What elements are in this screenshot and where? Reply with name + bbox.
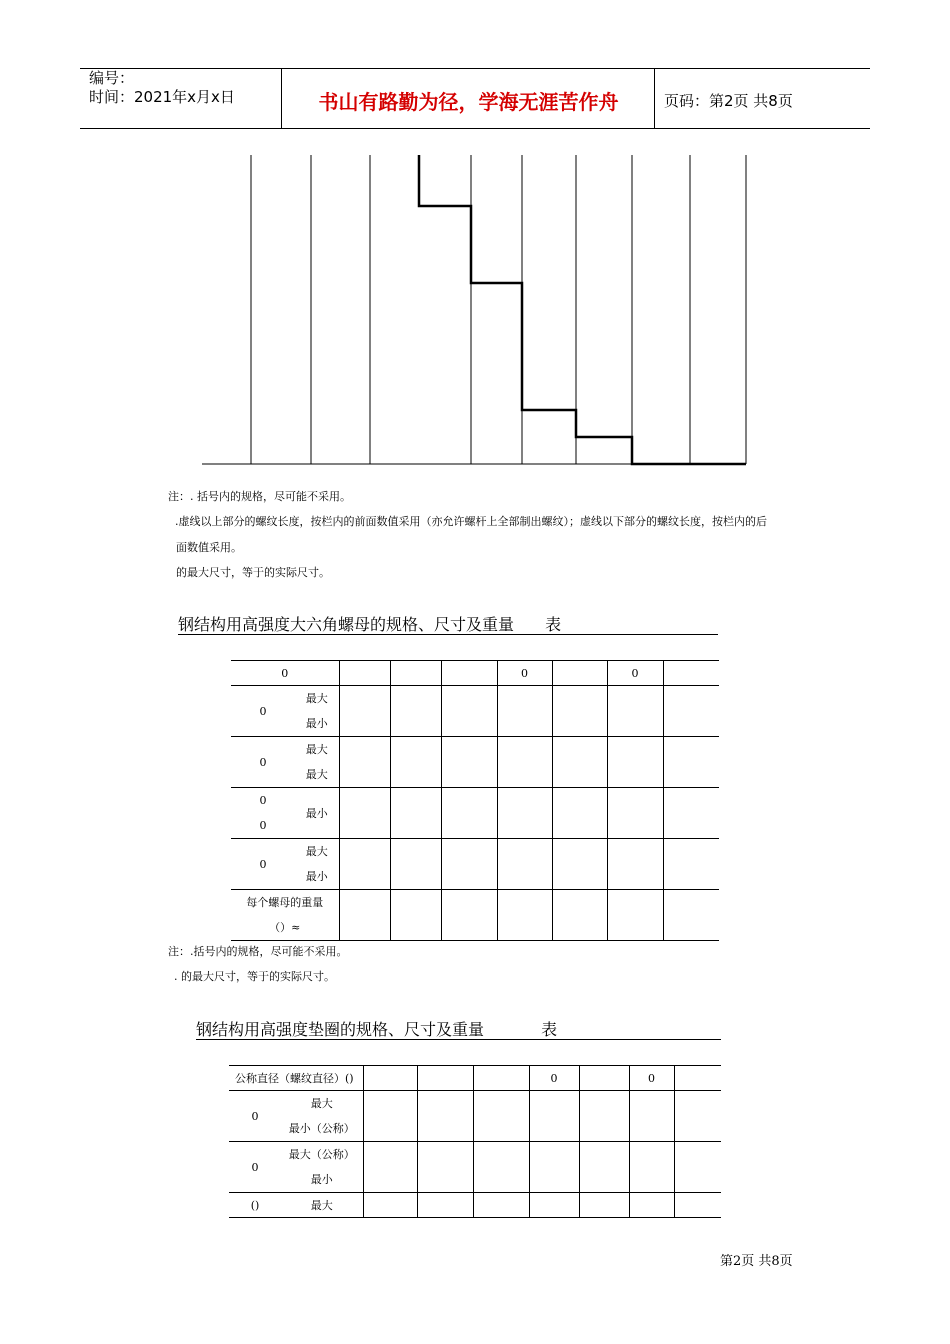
table-row	[229, 1142, 721, 1193]
table-cell	[390, 839, 441, 890]
table-cell	[363, 1066, 417, 1091]
table-cell	[663, 661, 719, 686]
table-cell	[497, 839, 552, 890]
table-cell	[339, 788, 390, 839]
table-cell	[473, 1193, 529, 1218]
table-cell	[339, 737, 390, 788]
row-label: 0	[231, 839, 295, 890]
diagram-column-lines	[202, 155, 746, 464]
row-label: 0 0	[231, 788, 295, 839]
table-cell	[629, 1091, 674, 1142]
table-cell	[663, 890, 719, 941]
row-label: ()	[229, 1193, 281, 1218]
table-cell	[579, 1066, 629, 1091]
table-cell: 0	[629, 1066, 674, 1091]
table-row	[231, 839, 719, 890]
table-cell	[529, 1193, 579, 1218]
table-cell: 0	[607, 661, 663, 686]
time-label: 时间：2021年x月x日	[89, 88, 235, 106]
header-motto: 书山有路勤为径，学海无涯苦作舟	[318, 90, 619, 114]
table-cell	[579, 1142, 629, 1193]
table1-title-rule	[178, 634, 718, 635]
table-cell	[629, 1193, 674, 1218]
table-cell	[390, 686, 441, 737]
table-cell	[529, 1142, 579, 1193]
table1-title-suffix: 表	[545, 615, 562, 634]
row-sub-labels: 最大 最小	[295, 839, 339, 890]
table-header-row	[231, 661, 719, 686]
row-label: 0	[231, 686, 295, 737]
table-cell	[390, 661, 441, 686]
table-cell	[552, 686, 607, 737]
table-cell	[417, 1066, 473, 1091]
table-cell	[417, 1091, 473, 1142]
table-cell	[607, 839, 663, 890]
table-cell	[552, 737, 607, 788]
table-cell	[607, 686, 663, 737]
table-cell	[339, 839, 390, 890]
table-cell	[339, 661, 390, 686]
table-cell	[579, 1193, 629, 1218]
table-cell	[607, 890, 663, 941]
table-cell	[390, 890, 441, 941]
table-cell: 0	[231, 661, 339, 686]
table-cell	[497, 737, 552, 788]
table-cell	[552, 839, 607, 890]
weight-row-label: 每个螺母的重量 （）≈	[231, 890, 339, 941]
row-sub-labels: 最大	[281, 1193, 363, 1218]
table2-title-rule	[196, 1039, 721, 1040]
table-cell	[497, 686, 552, 737]
table-cell	[417, 1193, 473, 1218]
table-cell	[629, 1142, 674, 1193]
row-label: 0	[229, 1091, 281, 1142]
table-cell	[552, 788, 607, 839]
row-sub-labels: 最大 最大	[295, 737, 339, 788]
table-cell	[497, 890, 552, 941]
table2-title	[196, 1017, 557, 1040]
table-cell	[497, 788, 552, 839]
table-cell	[441, 737, 497, 788]
note-line: . 的最大尺寸，等于的实际尺寸。	[174, 970, 335, 983]
row-sub-labels: 最大 最小（公称）	[281, 1091, 363, 1142]
thread-length-diagram	[0, 0, 950, 480]
note-line: 注：. 括号内的规格，尽可能不采用。	[168, 490, 351, 503]
table1-title-text: 钢结构用高强度大六角螺母的规格、尺寸及重量	[178, 615, 515, 634]
table-cell	[390, 788, 441, 839]
table-cell	[674, 1091, 721, 1142]
row-sub-labels: 最大（公称） 最小	[281, 1142, 363, 1193]
table1-title	[178, 612, 561, 635]
table-cell	[441, 686, 497, 737]
table-cell	[441, 890, 497, 941]
table-cell	[529, 1091, 579, 1142]
table-cell	[390, 737, 441, 788]
table-cell	[552, 890, 607, 941]
header-page-number: 页码：第2页 共8页	[664, 92, 793, 110]
footer-page-number: 第2页 共8页	[720, 1254, 793, 1269]
table-cell	[663, 686, 719, 737]
table-cell	[663, 737, 719, 788]
row-label: 0	[231, 737, 295, 788]
note-line: 注：.括号内的规格，尽可能不采用。	[168, 945, 348, 958]
table-cell	[441, 661, 497, 686]
serial-label: 编号：	[89, 69, 135, 87]
table-cell	[663, 839, 719, 890]
table-cell	[473, 1142, 529, 1193]
note-line: 面数值采用。	[176, 541, 242, 554]
washer-spec-table	[229, 1065, 721, 1218]
table-cell	[441, 788, 497, 839]
table-cell	[417, 1142, 473, 1193]
row-label: 0	[229, 1142, 281, 1193]
note-line: .虚线以上部分的螺纹长度，按栏内的前面数值采用（亦允许螺杆上全部制出螺纹）；虚线以下部分的螺纹长度，按栏内的后	[175, 515, 767, 528]
table-row	[231, 737, 719, 788]
table-cell	[663, 788, 719, 839]
table-cell	[473, 1091, 529, 1142]
table2-title-text: 钢结构用高强度垫圈的规格、尺寸及重量	[196, 1020, 485, 1039]
table-header-row	[229, 1066, 721, 1091]
header-label-cell: 公称直径（螺纹直径）()	[229, 1066, 363, 1091]
table-cell	[674, 1066, 721, 1091]
table-cell	[363, 1142, 417, 1193]
table-row	[231, 686, 719, 737]
table2-title-suffix: 表	[541, 1020, 558, 1039]
table-cell	[441, 839, 497, 890]
table-cell	[674, 1142, 721, 1193]
diagram-step-line	[419, 155, 746, 464]
table-cell	[607, 788, 663, 839]
table-cell	[607, 737, 663, 788]
table-cell	[579, 1091, 629, 1142]
table-cell	[473, 1066, 529, 1091]
table-cell	[552, 661, 607, 686]
nut-spec-table	[231, 660, 719, 686]
weight-row	[231, 890, 719, 941]
table-cell: 0	[529, 1066, 579, 1091]
table-cell	[339, 890, 390, 941]
row-sub-labels: 最小	[295, 788, 339, 839]
table-row	[229, 1091, 721, 1142]
note-line: 的最大尺寸，等于的实际尺寸。	[176, 566, 330, 579]
table-cell	[339, 686, 390, 737]
nut-spec-table-body	[231, 685, 719, 941]
table-row	[231, 788, 719, 839]
table-cell	[674, 1193, 721, 1218]
table-cell: 0	[497, 661, 552, 686]
table-cell	[363, 1091, 417, 1142]
row-sub-labels: 最大 最小	[295, 686, 339, 737]
table-cell	[363, 1193, 417, 1218]
table-row	[229, 1193, 721, 1218]
